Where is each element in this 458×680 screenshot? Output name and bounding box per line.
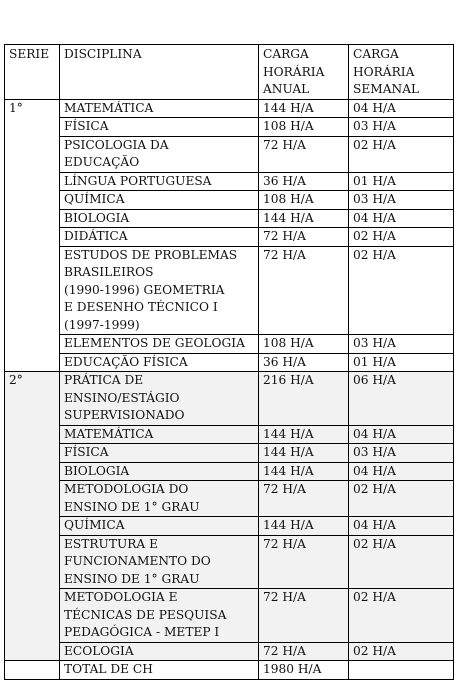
- carga-anual-cell: 108 H/A: [259, 191, 349, 210]
- carga-anual-cell: 72 H/A: [259, 228, 349, 247]
- table-row: [5, 481, 454, 517]
- disciplina-cell: QUÍMICA: [60, 517, 259, 536]
- carga-semanal-cell: 01 H/A: [349, 353, 454, 372]
- table-row: [5, 444, 454, 463]
- carga-anual-cell: 72 H/A: [259, 246, 349, 335]
- carga-semanal-cell: 02 H/A: [349, 481, 454, 517]
- disciplina-cell: METODOLOGIA E TÉCNICAS DE PESQUISA PEDAGÓGICA - METEP I: [60, 589, 259, 643]
- carga-semanal-cell: 04 H/A: [349, 425, 454, 444]
- disciplina-cell: ELEMENTOS DE GEOLOGIA: [60, 335, 259, 354]
- disciplina-cell: ECOLOGIA: [60, 642, 259, 661]
- table-row: [5, 589, 454, 643]
- carga-anual-cell: 72 H/A: [259, 481, 349, 517]
- total-row: [5, 661, 454, 680]
- curriculum-table-body: [5, 45, 454, 680]
- carga-semanal-cell: 02 H/A: [349, 246, 454, 335]
- table-row: [5, 136, 454, 172]
- carga-anual-cell: 36 H/A: [259, 353, 349, 372]
- carga-anual-cell: 108 H/A: [259, 118, 349, 137]
- carga-anual-cell: 144 H/A: [259, 425, 349, 444]
- carga-anual-cell: 72 H/A: [259, 535, 349, 589]
- carga-semanal-cell: 02 H/A: [349, 535, 454, 589]
- total-carga-semanal: [349, 661, 454, 680]
- curriculum-table: [4, 44, 454, 680]
- table-header-row: [5, 45, 454, 100]
- total-serie-cell: [5, 661, 60, 680]
- carga-semanal-cell: 02 H/A: [349, 642, 454, 661]
- table-row: [5, 517, 454, 536]
- disciplina-cell: METODOLOGIA DO ENSINO DE 1° GRAU: [60, 481, 259, 517]
- carga-anual-cell: 144 H/A: [259, 517, 349, 536]
- disciplina-cell: DIDÁTICA: [60, 228, 259, 247]
- disciplina-cell: BIOLOGIA: [60, 209, 259, 228]
- carga-semanal-cell: 02 H/A: [349, 589, 454, 643]
- carga-anual-cell: 72 H/A: [259, 642, 349, 661]
- carga-anual-cell: 144 H/A: [259, 209, 349, 228]
- serie-cell: 1°: [5, 99, 60, 372]
- disciplina-cell: PSICOLOGIA DA EDUCAÇÃO: [60, 136, 259, 172]
- carga-semanal-cell: 04 H/A: [349, 209, 454, 228]
- carga-semanal-cell: 04 H/A: [349, 462, 454, 481]
- carga-semanal-cell: 03 H/A: [349, 444, 454, 463]
- table-row: [5, 642, 454, 661]
- header-carga-anual: CARGA HORÁRIA ANUAL: [259, 45, 349, 100]
- carga-semanal-cell: 02 H/A: [349, 228, 454, 247]
- disciplina-cell: QUÍMICA: [60, 191, 259, 210]
- carga-anual-cell: 108 H/A: [259, 335, 349, 354]
- table-row: [5, 535, 454, 589]
- carga-anual-cell: 144 H/A: [259, 462, 349, 481]
- disciplina-cell: ESTUDOS DE PROBLEMAS BRASILEIROS (1990-1996) GEOMETRIA E DESENHO TÉCNICO I (1997-1999): [60, 246, 259, 335]
- disciplina-cell: FÍSICA: [60, 118, 259, 137]
- carga-anual-cell: 72 H/A: [259, 136, 349, 172]
- table-row: [5, 209, 454, 228]
- carga-semanal-cell: 01 H/A: [349, 172, 454, 191]
- table-row: [5, 99, 454, 118]
- table-row: [5, 425, 454, 444]
- header-serie: SERIE: [5, 45, 60, 100]
- header-disciplina: DISCIPLINA: [60, 45, 259, 100]
- serie-cell: 2°: [5, 372, 60, 661]
- total-carga-anual: 1980 H/A: [259, 661, 349, 680]
- disciplina-cell: PRÁTICA DE ENSINO/ESTÁGIO SUPERVISIONADO: [60, 372, 259, 426]
- table-row: [5, 335, 454, 354]
- carga-semanal-cell: 03 H/A: [349, 118, 454, 137]
- table-row: [5, 191, 454, 210]
- carga-anual-cell: 144 H/A: [259, 99, 349, 118]
- table-row: [5, 228, 454, 247]
- disciplina-cell: MATEMÁTICA: [60, 425, 259, 444]
- disciplina-cell: LÍNGUA PORTUGUESA: [60, 172, 259, 191]
- table-row: [5, 372, 454, 426]
- table-row: [5, 118, 454, 137]
- disciplina-cell: FÍSICA: [60, 444, 259, 463]
- carga-anual-cell: 144 H/A: [259, 444, 349, 463]
- table-row: [5, 462, 454, 481]
- carga-semanal-cell: 04 H/A: [349, 99, 454, 118]
- table-row: [5, 172, 454, 191]
- disciplina-cell: BIOLOGIA: [60, 462, 259, 481]
- carga-semanal-cell: 02 H/A: [349, 136, 454, 172]
- carga-semanal-cell: 06 H/A: [349, 372, 454, 426]
- total-label: TOTAL DE CH: [60, 661, 259, 680]
- carga-anual-cell: 216 H/A: [259, 372, 349, 426]
- disciplina-cell: ESTRUTURA E FUNCIONAMENTO DO ENSINO DE 1° GRAU: [60, 535, 259, 589]
- carga-semanal-cell: 03 H/A: [349, 191, 454, 210]
- carga-anual-cell: 36 H/A: [259, 172, 349, 191]
- carga-semanal-cell: 03 H/A: [349, 335, 454, 354]
- table-row: [5, 246, 454, 335]
- table-row: [5, 353, 454, 372]
- carga-anual-cell: 72 H/A: [259, 589, 349, 643]
- disciplina-cell: MATEMÁTICA: [60, 99, 259, 118]
- header-carga-semanal: CARGA HORÁRIA SEMANAL: [349, 45, 454, 100]
- carga-semanal-cell: 04 H/A: [349, 517, 454, 536]
- disciplina-cell: EDUCAÇÃO FÍSICA: [60, 353, 259, 372]
